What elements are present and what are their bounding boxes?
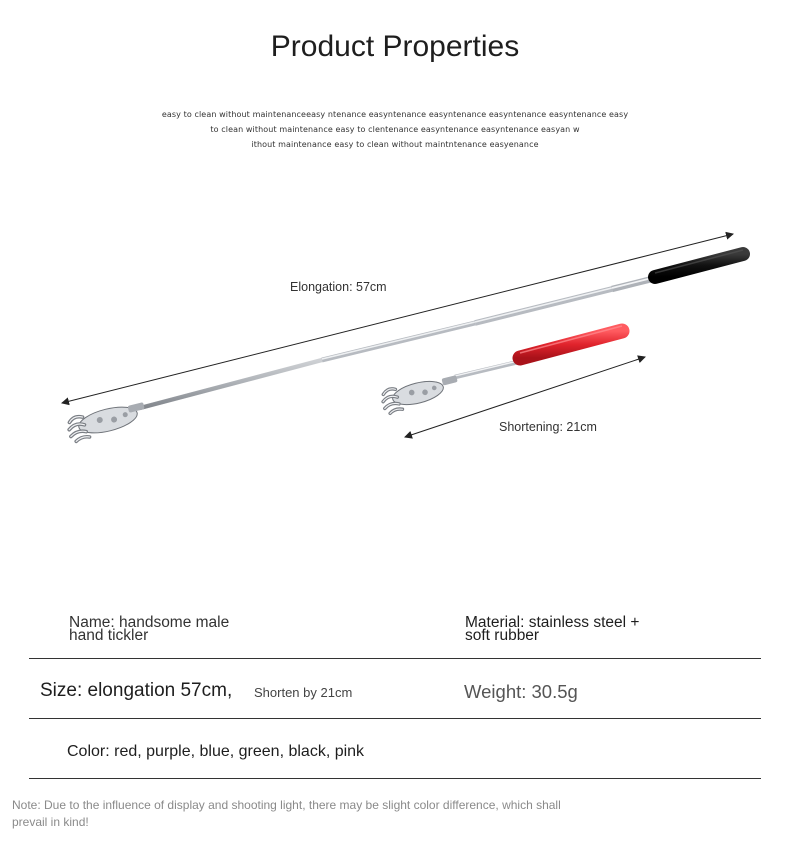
color-difference-note: Note: Due to the influence of display and shooting light, there may be slight color difference, which shall prevail in kind! xyxy=(12,798,561,829)
name-line-2: hand tickler xyxy=(69,627,149,644)
elongation-arrow xyxy=(62,234,733,403)
material-line-2: soft rubber xyxy=(465,627,540,644)
tagline-line-1: easy to clean without maintenanceeasy ntenance easyntenance easyntenance easyntenance easyntenance easy xyxy=(161,110,629,119)
name-line-1: Name: handsome male xyxy=(69,614,230,631)
color-property: Color: red, purple, blue, green, black, pink xyxy=(67,743,365,760)
material-property xyxy=(465,616,705,642)
material-line-1: Material: stainless steel + xyxy=(465,614,640,631)
divider xyxy=(29,778,761,779)
long-back-scratcher xyxy=(67,250,743,442)
tagline-line-2: to clean without maintenance easy to clentenance easyntenance easyntenance easyan w xyxy=(210,125,580,134)
page-title: Product Properties xyxy=(270,30,520,63)
elongation-label: Elongation: 57cm xyxy=(290,280,387,294)
tagline-line-3: ithout maintenance easy to clean without maintntenance easyenance xyxy=(251,140,539,149)
size-property: Size: elongation 57cm, xyxy=(40,680,233,701)
product-illustration xyxy=(0,190,790,450)
size-shorten-note: Shorten by 21cm xyxy=(254,685,353,700)
divider xyxy=(29,658,761,659)
shortening-label: Shortening: 21cm xyxy=(499,420,597,434)
weight-property: Weight: 30.5g xyxy=(464,681,578,702)
name-property xyxy=(69,616,299,642)
divider xyxy=(29,718,761,719)
